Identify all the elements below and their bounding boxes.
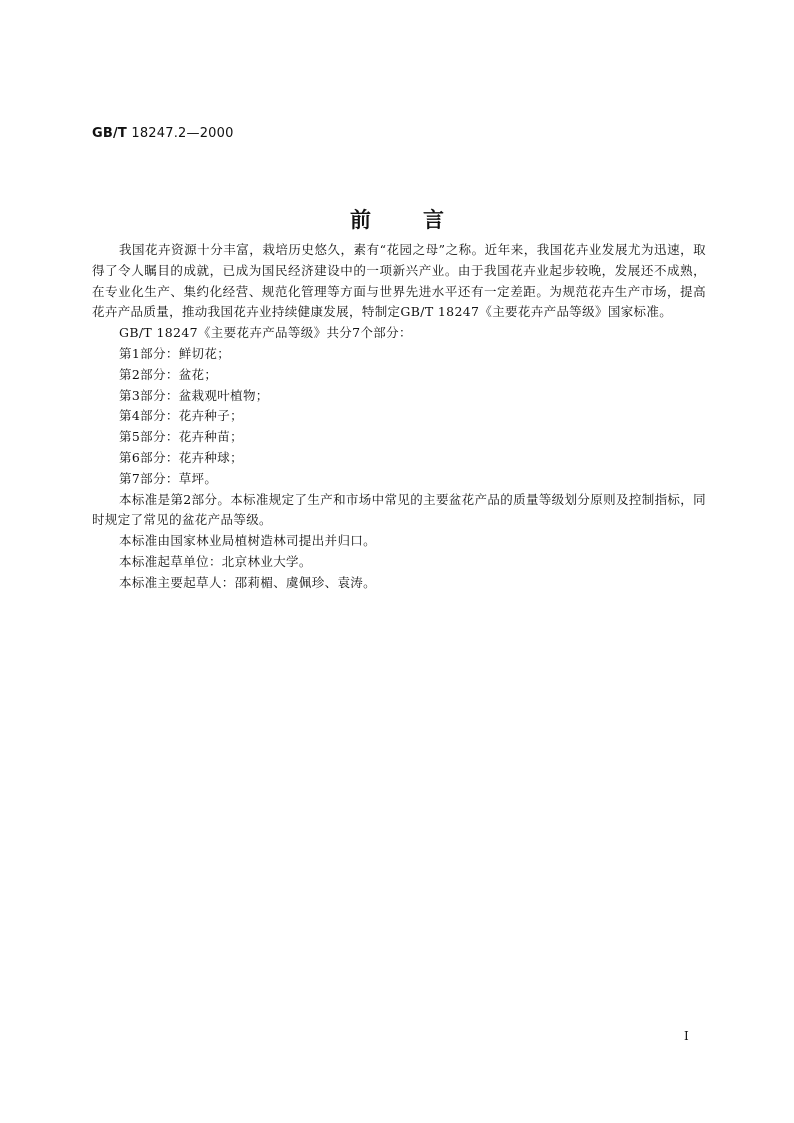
list-item-part-6: 第6部分：花卉种球；: [119, 449, 243, 465]
standard-code-number: 18247.2—2000: [131, 126, 234, 141]
paragraph-drafting-unit: 本标准起草单位：北京林业大学。: [119, 553, 312, 569]
paragraph-parts-count: GB/T 18247《主要花卉产品等级》共分7个部分：: [119, 325, 412, 341]
list-item-part-7: 第7部分：草坪。: [119, 470, 218, 486]
list-item-part-1: 第1部分：鲜切花；: [119, 345, 231, 361]
page-title: 前言: [350, 208, 496, 232]
list-item-part-2: 第2部分：盆花；: [119, 366, 218, 382]
list-item-part-5: 第5部分：花卉种苗；: [119, 429, 243, 445]
paragraph-intro: 我国花卉资源十分丰富，栽培历史悠久，素有“花园之母”之称。近年来，我国花卉业发展尤为迅速，取得了令人瞩目的成就，已成为国民经济建设中的一项新兴产业。由于我国花卉业起步较晚，发展还不成熟，在专业化生产、集约化经营、规范化管理等方面与世界先进水平还有一定差距。为规范花卉生产市场，提高花卉产品质量，推动我国花卉业持续健康发展，特制定GB/T 18247《主要花卉产品等级》国家标准。: [92, 242, 706, 320]
list-item-part-3: 第3部分：盆栽观叶植物；: [119, 387, 269, 403]
paragraph-drafters: 本标准主要起草人：邵莉楣、虞佩珍、袁涛。: [119, 574, 377, 590]
standard-code: [92, 126, 234, 141]
paragraph-scope: 本标准是第2部分。本标准规定了生产和市场中常见的主要盆花产品的质量等级划分原则及控制指标，同时规定了常见的盆花产品等级。: [92, 491, 706, 528]
foreword-body: [92, 240, 706, 594]
list-item-part-4: 第4部分：花卉种子；: [119, 408, 243, 424]
page-number: I: [684, 1029, 689, 1043]
paragraph-proposer: 本标准由国家林业局植树造林司提出并归口。: [119, 533, 377, 549]
standard-code-prefix: GB/T: [92, 126, 127, 141]
